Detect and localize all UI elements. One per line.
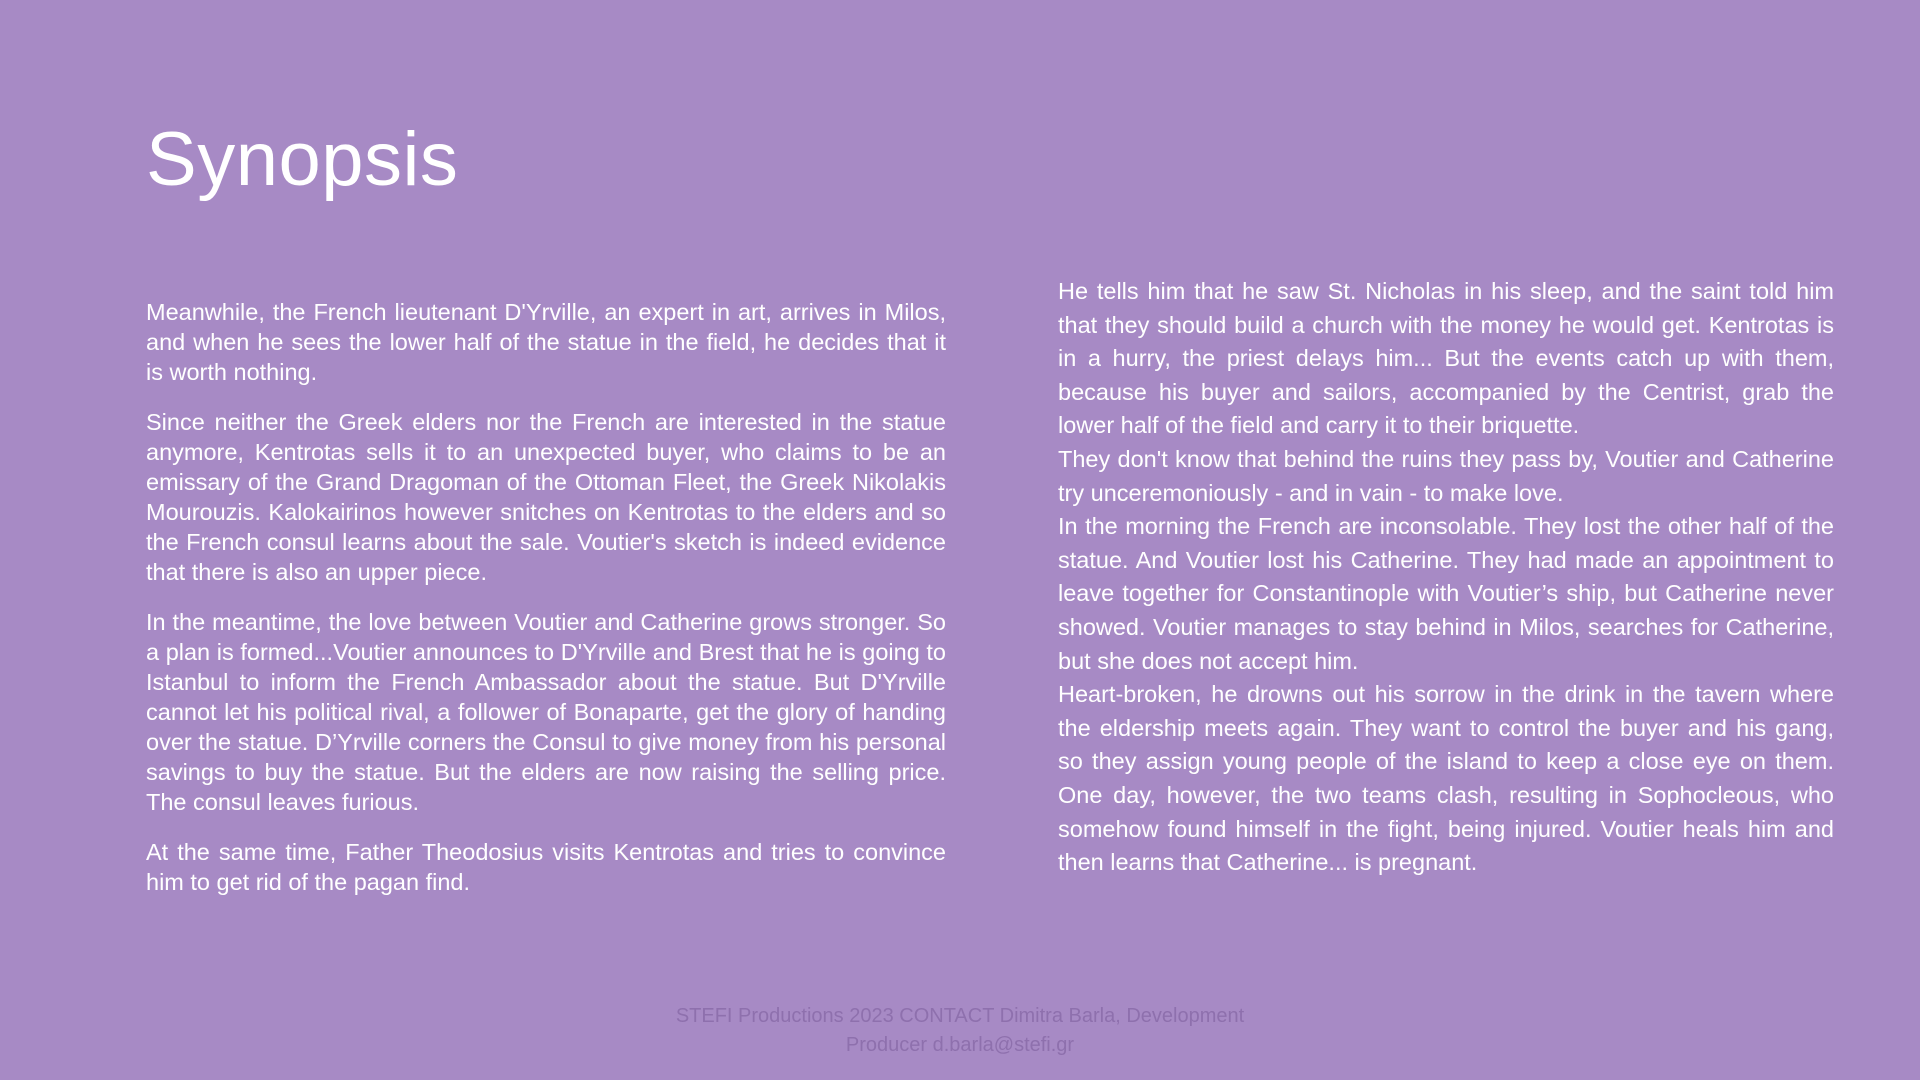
footer-contact (0, 1002, 1920, 1060)
left-text-column (146, 297, 946, 917)
footer-line: Producer d.barla@stefi.gr (845, 1034, 1075, 1056)
footer-line: STEFI Productions 2023 CONTACT Dimitra Barla, Development (675, 1005, 1245, 1027)
paragraph: Heart-broken, he drowns out his sorrow in the drink in the tavern where the eldership meets again. They want to control the buyer and his gang, so they assign young people of the island to keep a close eye on them. One day, however, the two teams clash, resulting in Sophocleous, who somehow found himself in the fight, being injured. Voutier heals him and then learns that Catherine... is pregnant. (1058, 681, 1834, 876)
right-text-column (1058, 275, 1834, 880)
paragraph: In the meantime, the love between Voutier and Catherine grows stronger. So a plan is formed...Voutier announces to D'Yrville and Brest that he is going to Istanbul to inform the French Ambassador about the statue. But D'Yrville cannot let his political rival, a follower of Bonaparte, get the glory of handing over the statue. D’Yrville corners the Consul to give money from his personal savings to buy the statue. But the elders are now raising the selling price. The consul leaves furious. (146, 609, 946, 815)
slide-title: Synopsis (146, 117, 459, 202)
paragraph: Since neither the Greek elders nor the French are interested in the statue anymore, Kentrotas sells it to an unexpected buyer, who claims to be an emissary of the Grand Dragoman of the Ottoman Fleet, the Greek Nikolakis Mourouzis. Kalokairinos however snitches on Kentrotas to the elders and so the French consul learns about the sale. Voutier's sketch is indeed evidence that there is also an upper piece. (146, 409, 946, 585)
paragraph: In the morning the French are inconsolable. They lost the other half of the statue. And Voutier lost his Catherine. They had made an appointment to leave together for Constantinople with Voutier’s ship, but Catherine never showed. Voutier manages to stay behind in Milos, searches for Catherine, but she does not accept him. (1058, 513, 1834, 674)
paragraph: They don't know that behind the ruins they pass by, Voutier and Catherine try unceremoniously - and in vain - to make love. (1058, 445, 1834, 506)
paragraph: At the same time, Father Theodosius visits Kentrotas and tries to convince him to get rid of the pagan find. (146, 839, 946, 895)
paragraph: He tells him that he saw St. Nicholas in his sleep, and the saint told him that they should build a church with the money he would get. Kentrotas is in a hurry, the priest delays him... But the events catch up with them, because his buyer and sailors, accompanied by the Centrist, grab the lower half of the field and carry it to their briquette. (1058, 278, 1834, 439)
paragraph: Meanwhile, the French lieutenant D'Yrville, an expert in art, arrives in Milos, and when he sees the lower half of the statue in the field, he decides that it is worth nothing. (146, 299, 946, 385)
